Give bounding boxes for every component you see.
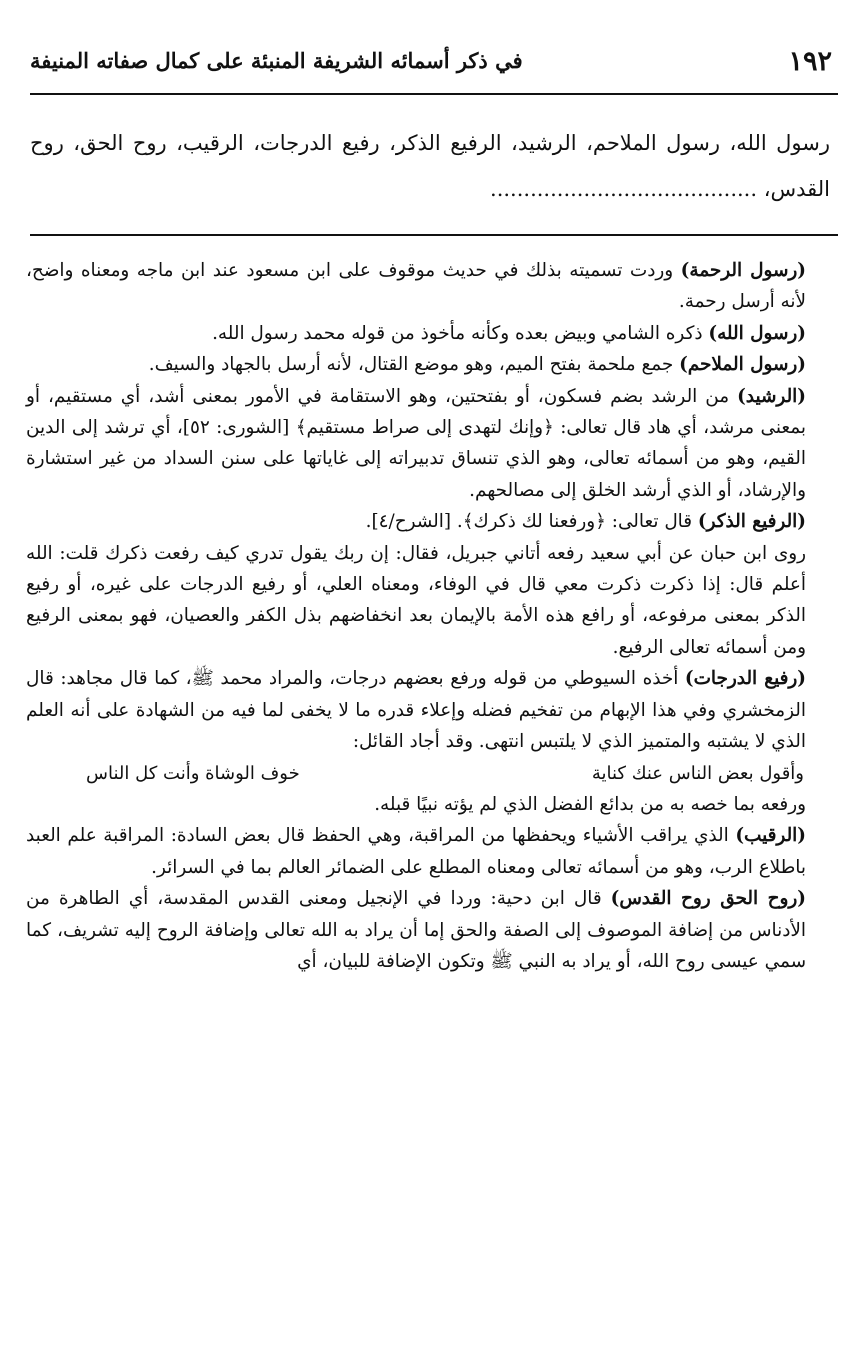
paragraph-rafahu xyxy=(26,789,834,820)
entry-term: (رفيع الدرجات) xyxy=(684,668,806,690)
verse-second-hemistich: خوف الوشاة وأنت كل الناس xyxy=(86,762,300,784)
entry-text: جمع ملحمة بفتح الميم، وهو موضع القتال، لأنه أرسل بالجهاد والسيف. xyxy=(148,354,680,376)
entry-al-rafi-al-dhikr xyxy=(26,506,834,537)
matn-rule xyxy=(30,234,838,236)
entry-rasul-al-rahma xyxy=(26,255,834,318)
entry-text: ذكره الشامي وبيض بعده وكأنه مأخوذ من قوله محمد رسول الله. xyxy=(212,322,709,344)
page-header xyxy=(30,40,838,92)
paragraph-ibn-hibban xyxy=(26,538,834,664)
matn-text: رسول الله، رسول الملاحم، الرشيد، الرفيع الذكر، رفيع الدرجات، الرقيب، روح الحق، روح القدس، ........................................ xyxy=(30,131,830,201)
entry-term: (روح الحق روح القدس) xyxy=(610,888,806,910)
entry-term: (الرفيع الذكر) xyxy=(697,511,806,533)
poetry-verse xyxy=(26,758,834,789)
entry-ruh-al-haqq xyxy=(26,883,834,977)
entry-rafi-al-darajat xyxy=(26,663,834,757)
entry-text: وردت تسميته بذلك في حديث موقوف على ابن مسعود عند ابن ماجه ومعناه واضح، لأنه أرسل رحمة. xyxy=(26,260,806,313)
header-rule xyxy=(30,93,838,95)
entry-al-rashid xyxy=(26,381,834,507)
entry-text: قال ابن دحية: وردا في الإنجيل ومعنى القدس المقدسة، أي الطاهرة من الأدناس من إضافة الموصوف إلى الصفة والحق إما أن يراد به الله تعالى وإضافة الروح إليه تشريف، كما سمي عيسى روح الله، أو يراد به النبي ﷺ وتكون الإضافة للبيان، أي xyxy=(26,888,806,972)
entry-term: (رسول الملاحم) xyxy=(679,354,806,376)
entry-text: الذي يراقب الأشياء ويحفظها من المراقبة، وهي الحفظ قال بعض السادة: المراقبة علم العبد باطلاع الرب، وهو من أسمائه تعالى ومعناه المطلع على الضمائر العالم بما في السرائر. xyxy=(26,825,806,878)
entry-term: (الرشيد) xyxy=(737,385,806,407)
commentary xyxy=(26,255,834,977)
entry-text: روى ابن حبان عن أبي سعيد رفعه أتاني جبريل، فقال: إن ربك يقول تدري كيف رفعت ذكرك قلت: الله أعلم قال: إذا ذكرت ذكرت معي قال في الوفاء، ومعناه العلي، أو رفيع الدرجات على غيره، أو رفيع الذكر بمعنى مرفوعه، أو رافع هذه الأمة بالإيمان بعد انخفاضهم بذل الكفر والعصيان، فهو بمعنى الرفيع ومن أسمائه تعالى الرفيع. xyxy=(26,542,806,658)
entry-al-raqib xyxy=(26,820,834,883)
page-number: ١٩٢ xyxy=(788,46,832,77)
verse-first-hemistich: وأقول بعض الناس عنك كناية xyxy=(591,762,804,784)
entry-text: من الرشد بضم فسكون، أو بفتحتين، وهو الاستقامة في الأمور بمعنى أشد، أي مستقيم، أو بمعنى مرشد، أي هاد قال تعالى: ﴿وإنك لتهدى إلى صراط مستقيم﴾ [الشورى: ٥٢]، أي ترشد إلى الدين القيم، وهو من أسمائه تعالى، وهو الذي تنساق تدبيراته إلى غاياتها على سنن السداد من غير استشارة والإرشاد، أو الذي أرشد الخلق إلى مصالحهم. xyxy=(26,385,806,501)
entry-text: ورفعه بما خصه به من بدائع الفضل الذي لم يؤته نبيًا قبله. xyxy=(374,793,806,815)
entry-term: (الرقيب) xyxy=(735,825,806,847)
entry-rasul-al-malahim xyxy=(26,349,834,380)
entry-text: قال تعالى: ﴿ورفعنا لك ذكرك﴾. [الشرح/٤]. xyxy=(365,511,698,533)
entry-rasul-allah xyxy=(26,318,834,349)
entry-term: (رسول الرحمة) xyxy=(680,260,806,281)
entry-term: (رسول الله) xyxy=(708,322,806,344)
entry-text: أخذه السيوطي من قوله ورفع بعضهم درجات، والمراد محمد ﷺ، كما قال مجاهد: قال الزمخشري وفي هذا الإبهام من تفخيم فضله وإعلاء قدره ما لا يخفى لما فيه من الشهادة على أنه العلم الذي لا يشتبه والمتميز الذي لا يلتبس انتهى. وقد أجاد القائل: xyxy=(26,668,806,753)
running-title: في ذكر أسمائه الشريفة المنبئة على كمال صفاته المنيفة xyxy=(30,48,523,73)
